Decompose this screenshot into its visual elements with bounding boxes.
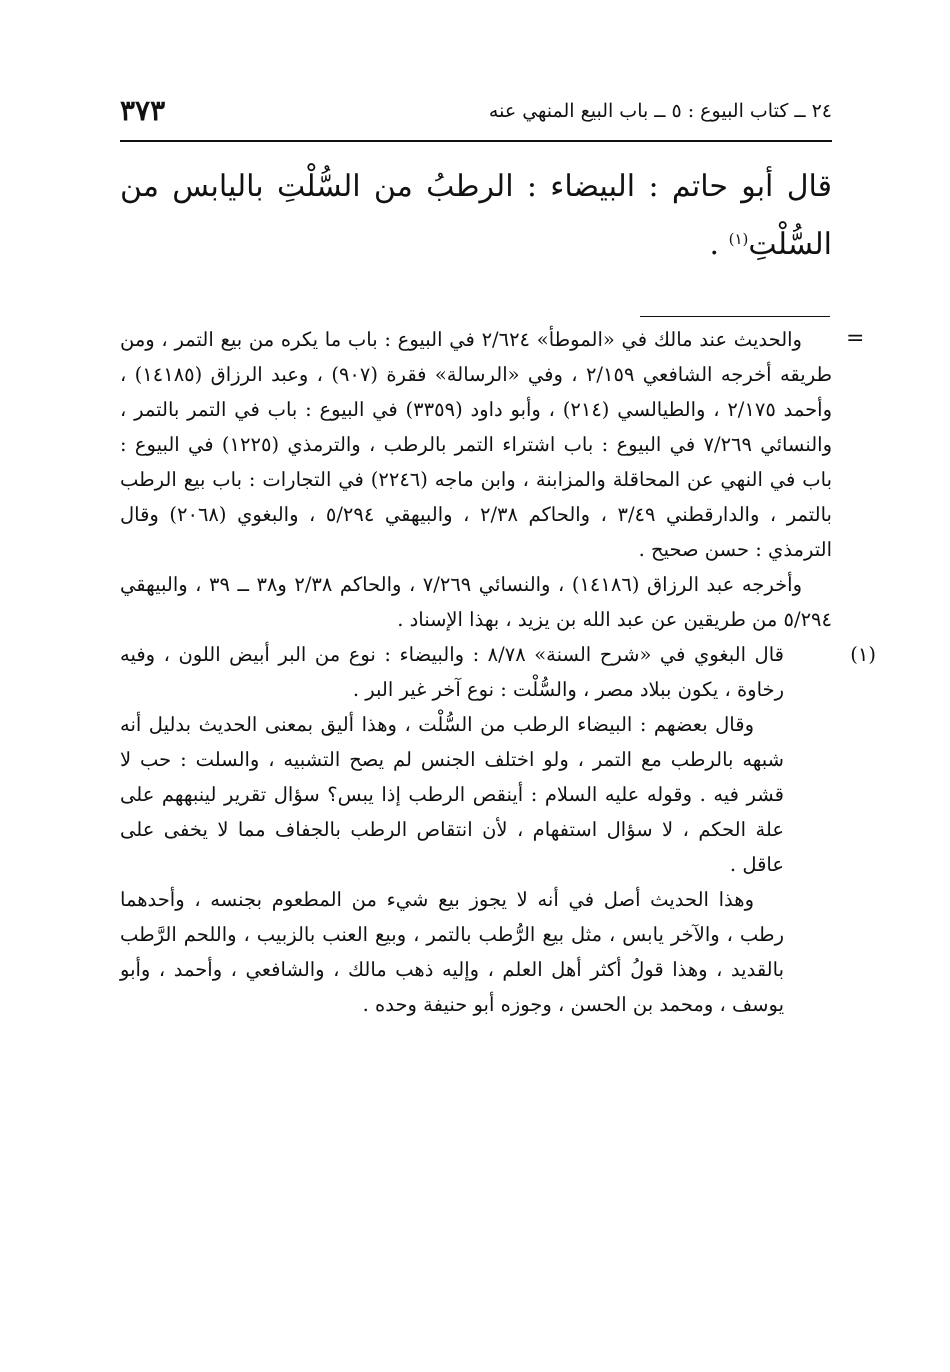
running-head: ٢٤ ــ كتاب البيوع : ٥ ــ باب البيع المنهي عنه [488,100,832,122]
page-header [120,92,832,142]
footnote-paragraph: والحديث عند مالك في «الموطأ» ٢/٦٢٤ في البيوع : باب ما يكره من بيع التمر ، ومن طريقه أخرجه الشافعي ٢/١٥٩ ، وفي «الرسالة» فقرة (٩٠٧) ، وعبد الرزاق (١٤١٨٥) ، وأحمد ٢/١٧٥ ، والطيالسي (٢١٤) ، وأبو داود (٣٣٥٩) في البيوع : باب في التمر بالتمر ، والنسائي ٧/٢٦٩ في البيوع : باب اشتراء التمر بالرطب ، والترمذي (١٢٢٥) في البيوع : باب في النهي عن المحاقلة والمزابنة ، وابن ماجه (٢٢٤٦) في التجارات : باب بيع الرطب بالتمر ، والدارقطني ٣/٤٩ ، والحاكم ٢/٣٨ ، والبيهقي ٥/٢٩٤ ، والبغوي (٢٠٦٨) وقال الترمذي : حسن صحيح . [120,328,833,561]
footnote-paragraph: وقال بعضهم : البيضاء الرطب من السُّلْت ، وهذا أليق بمعنى الحديث بدليل أنه شبهه بالرطب مع التمر ، ولو اختلف الجنس لم يصح التشبيه ، والسلت : حب لا قشر فيه . وقوله عليه السلام : أينقص الرطب إذا يبس؟ سؤال تقرير لينبههم على علة الحكم ، لا سؤال استفهام ، لأن انتقاص الرطب بالجفاف مما لا يخفى على عاقل . [120,713,784,876]
footnote-separator [640,316,830,317]
footnote-paragraph: وأخرجه عبد الرزاق (١٤١٨٦) ، والنسائي ٧/٢٦٩ ، والحاكم ٢/٣٨ و٣٨ ــ ٣٩ ، والبيهقي ٥/٢٩٤ من طريقين عن عبد الله بن يزيد ، بهذا الإسناد . [120,573,832,631]
footnote-paragraph: قال البغوي في «شرح السنة» ٨/٧٨ : والبيضاء : نوع من البر أبيض اللون ، وفيه رخاوة ، يكون ببلاد مصر ، والسُّلْت : نوع آخر غير البر . [120,643,784,701]
footnote-ref: (١) [728,230,749,248]
main-text-body: قال أبو حاتم : البيضاء : الرطبُ من السُّلْتِ باليابس من السُّلْتِ [120,169,832,262]
footnote-marker: (١) [850,643,876,666]
main-text [120,158,832,274]
footnote-body [120,637,784,1022]
main-text-end: . [709,227,729,262]
footnote-1 [120,637,876,1022]
page-number: ٣٧٣ [120,94,166,127]
continuation-mark: = [846,326,865,351]
footnote-paragraph: وهذا الحديث أصل في أنه لا يجوز بيع شيء من المطعوم بجنسه ، وأحدهما رطب ، والآخر يابس ، مثل بيع الرُّطب بالتمر ، وبيع العنب بالزبيب ، واللحم الرَّطب بالقديد ، وهذا قولُ أكثر أهل العلم ، وإليه ذهب مالك ، والشافعي ، وأحمد ، وأبو يوسف ، ومحمد بن الحسن ، وجوزه أبو حنيفة وحده . [120,888,784,1016]
footnotes [120,322,876,1022]
